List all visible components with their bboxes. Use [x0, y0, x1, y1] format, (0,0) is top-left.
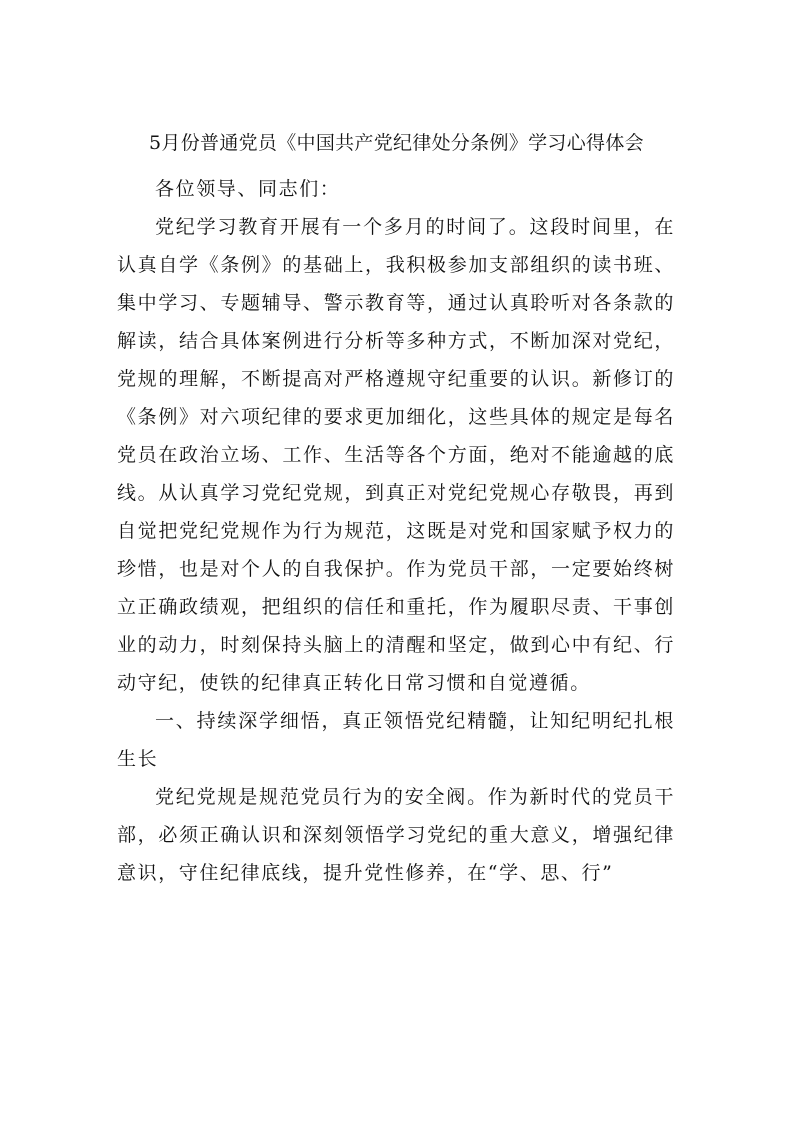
body-paragraph: 党纪学习教育开展有一个多月的时间了。这段时间里，在认真自学《条例》的基础上，我积极参加支部组织的读书班、集中学习、专题辅导、警示教育等，通过认真聆听对各条款的解读，结合具体案例进行分析等多种方式，不断加深对党纪，党规的理解，不断提高对严格遵规守纪重要的认识。新修订的《条例》对六项纪律的要求更加细化，这些具体的规定是每名党员在政治立场、工作、生活等各个方面，绝对不能逾越的底线。从认真学习党纪党规，到真正对党纪党规心存敬畏，再到自觉把党纪党规作为行为规范，这既是对党和国家赋予权力的珍惜，也是对个人的自我保护。作为党员干部，一定要始终树立正确政绩观，把组织的信任和重托，作为履职尽责、干事创业的动力，时刻保持头脑上的清醒和坚定，做到心中有纪、行动守纪，使铁的纪律真正转化日常习惯和自觉遵循。 [117, 216, 675, 694]
document-body [117, 170, 675, 892]
salutation-paragraph: 各位领导、同志们： [155, 178, 341, 200]
section-heading-paragraph: 一、持续深学细悟，真正领悟党纪精髓，让知纪明纪扎根生长 [117, 710, 675, 770]
body-paragraph: 党纪党规是规范党员行为的安全阀。作为新时代的党员干部，必须正确认识和深刻领悟学习党纪的重大意义，增强纪律意识，守住纪律底线，提升党性修养，在“学、思、行” [117, 786, 675, 884]
document-title: 5月份普通党员《中国共产党纪律处分条例》学习心得体会 [149, 132, 644, 154]
